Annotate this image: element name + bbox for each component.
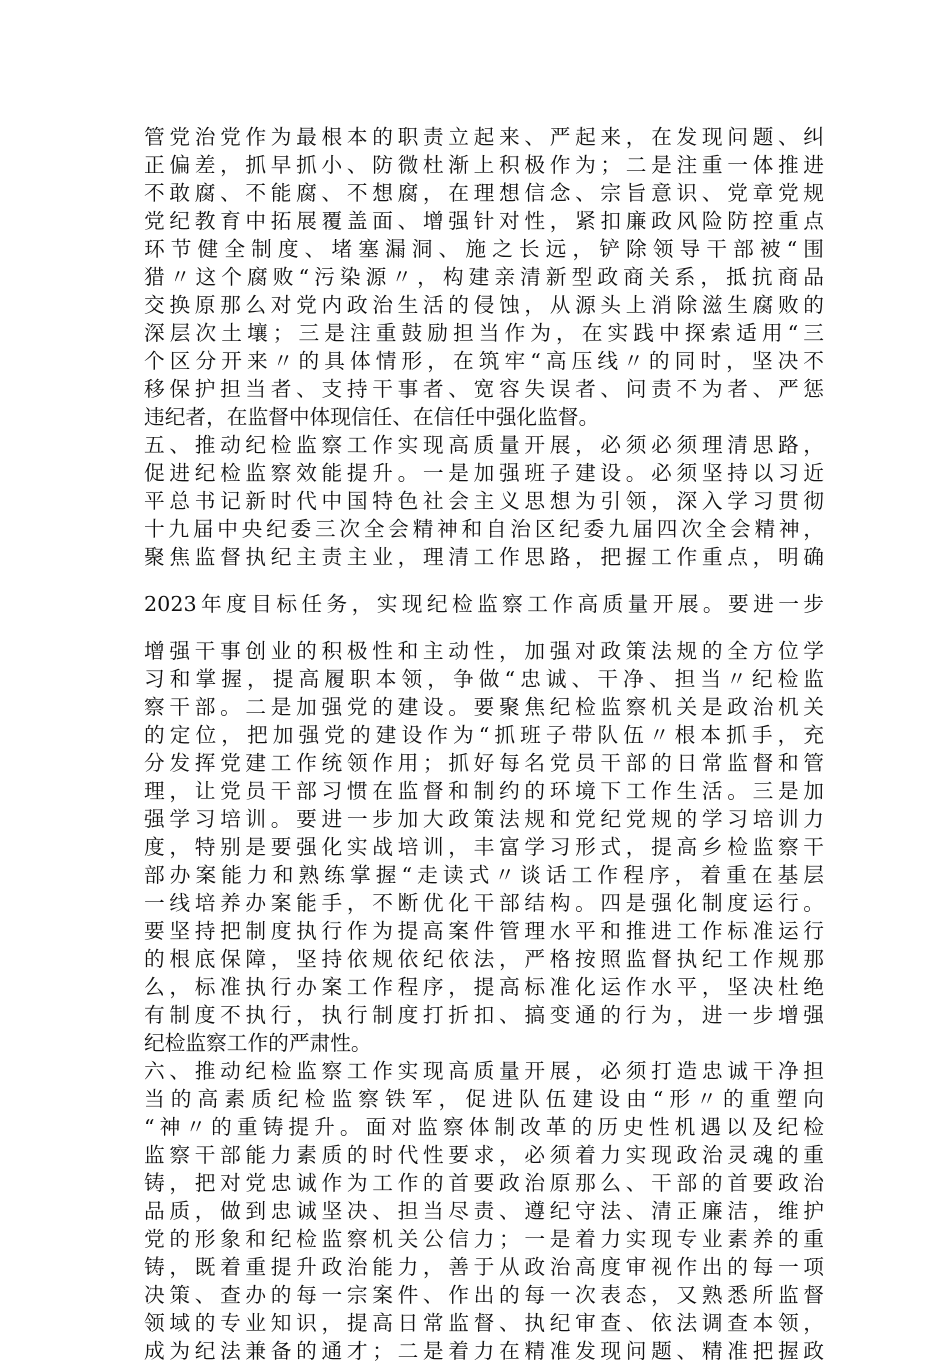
text-line: 要坚持把制度执行作为提高案件管理水平和推进工作标准运行 (144, 919, 824, 943)
text-line: 不敢腐、不能腐、不想腐，在理想信念、宗旨意识、党章党规 (144, 181, 824, 205)
text-line: 当的高素质纪检监察铁军，促进队伍建设由“形〃的重塑向 (144, 1087, 824, 1111)
text-line: 环节健全制度、堵塞漏洞、施之长远，铲除领导干部被“围 (144, 237, 824, 261)
text-line: 十九届中央纪委三次全会精神和自治区纪委九届四次全会精神， (144, 517, 824, 541)
text-line: 移保护担当者、支持干事者、宽容失误者、问责不为者、严惩 (144, 377, 824, 401)
text-line: 党的形象和纪检监察机关公信力；一是着力实现专业素养的重 (144, 1227, 824, 1251)
text-line: 促进纪检监察效能提升。一是加强班子建设。必须坚持以习近 (144, 461, 824, 485)
text-line: 纪检监察工作的严肃性。 (144, 1031, 372, 1055)
text-line: 决策、查办的每一宗案件、作出的每一次表态，又熟悉所监督 (144, 1283, 824, 1307)
text-line: “神〃的重铸提升。面对监察体制改革的历史性机遇以及纪检 (144, 1115, 824, 1139)
text-line: 五、推动纪检监察工作实现高质量开展，必须必须理清思路， (144, 433, 824, 457)
text-line: 交换原那么对党内政治生活的侵蚀，从源头上消除滋生腐败的 (144, 293, 824, 317)
text-line: 铸，把对党忠诚作为工作的首要政治原那么、干部的首要政治 (144, 1171, 824, 1195)
text-line: 增强干事创业的积极性和主动性，加强对政策法规的全方位学 (144, 639, 824, 663)
text-line: 六、推动纪检监察工作实现高质量开展，必须打造忠诚干净担 (144, 1059, 824, 1083)
text-line: 么，标准执行办案工作程序，提高标准化运作水平，坚决杜绝 (144, 975, 824, 999)
text-line: 猎〃这个腐败“污染源〃，构建亲清新型政商关系，抵抗商品 (144, 265, 824, 289)
text-line: 察干部。二是加强党的建设。要聚焦纪检监察机关是政治机关 (144, 695, 824, 719)
text-line: 有制度不执行，执行制度打折扣、搞变通的行为，进一步增强 (144, 1003, 824, 1027)
text-line: 品质，做到忠诚坚决、担当尽责、遵纪守法、清正廉洁，维护 (144, 1199, 824, 1223)
text-line: 成为纪法兼备的通才；二是着力在精准发现问题、精准把握政 (144, 1339, 824, 1363)
text-line: 聚焦监督执纪主责主业，理清工作思路，把握工作重点，明确 (144, 545, 824, 569)
text-line: 2023年度目标任务，实现纪检监察工作高质量开展。要进一步 (144, 592, 824, 616)
text-line: 领域的专业知识，提高日常监督、执纪审查、依法调查本领， (144, 1311, 824, 1335)
text-line: 分发挥党建工作统领作用；抓好每名党员干部的日常监督和管 (144, 751, 824, 775)
text-line: 深层次土壤；三是注重鼓励担当作为，在实践中探索适用“三 (144, 321, 824, 345)
text-line: 习和掌握，提高履职本领，争做“忠诚、干净、担当〃纪检监 (144, 667, 824, 691)
text-line: 监察干部能力素质的时代性要求，必须着力实现政治灵魂的重 (144, 1143, 824, 1167)
text-line: 平总书记新时代中国特色社会主义思想为引领，深入学习贯彻 (144, 489, 824, 513)
text-line: 的定位，把加强党的建设作为“抓班子带队伍〃根本抓手，充 (144, 723, 824, 747)
text-line: 正偏差，抓早抓小、防微杜渐上积极作为；二是注重一体推进 (144, 153, 824, 177)
text-line: 铸，既着重提升政治能力，善于从政治高度审视作出的每一项 (144, 1255, 824, 1279)
text-line: 管党治党作为最根本的职责立起来、严起来，在发现问题、纠 (144, 125, 824, 149)
text-line: 的根底保障，坚持依规依纪依法，严格按照监督执纪工作规那 (144, 947, 824, 971)
text-line: 理，让党员干部习惯在监督和制约的环境下工作生活。三是加 (144, 779, 824, 803)
text-line: 个区分开来〃的具体情形，在筑牢“高压线〃的同时，坚决不 (144, 349, 824, 373)
text-line: 部办案能力和熟练掌握“走读式〃谈话工作程序，着重在基层 (144, 863, 824, 887)
text-line: 度，特别是要强化实战培训，丰富学习形式，提高乡检监察干 (144, 835, 824, 859)
text-line: 一线培养办案能手，不断优化干部结构。四是强化制度运行。 (144, 891, 824, 915)
text-line: 党纪教育中拓展覆盖面、增强针对性，紧扣廉政风险防控重点 (144, 209, 824, 233)
text-line: 违纪者，在监督中体现信任、在信任中强化监督。 (144, 405, 600, 429)
text-line: 强学习培训。要进一步加大政策法规和党纪党规的学习培训力 (144, 807, 824, 831)
